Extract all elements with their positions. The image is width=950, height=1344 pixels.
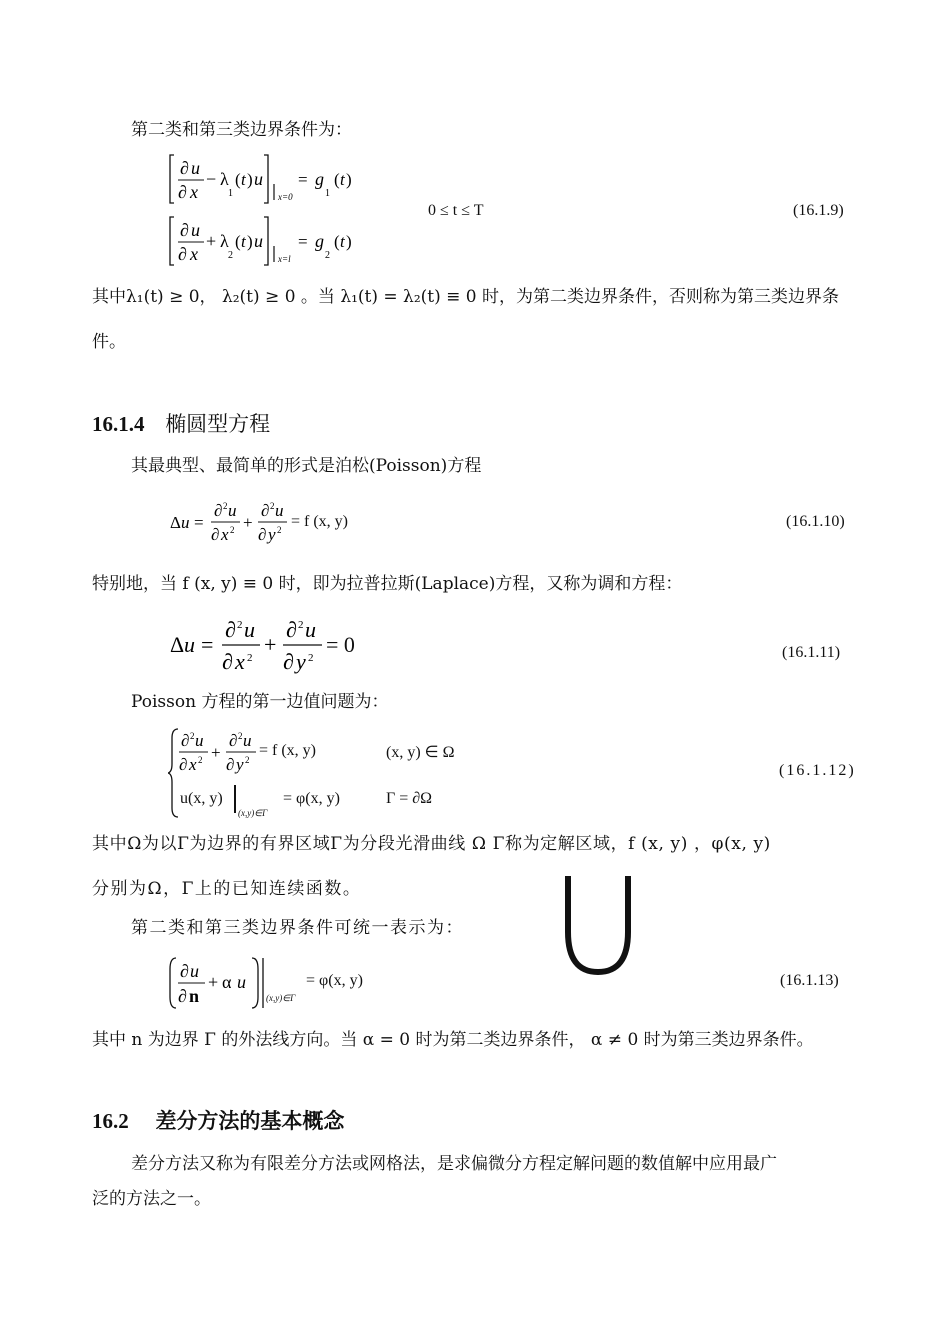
svg-text:x: x [235,649,245,674]
svg-text:u: u [181,513,190,532]
intro-text: 第二类和第三类边界条件为： [131,120,352,140]
svg-text:=: = [298,232,308,251]
svg-text:λ: λ [220,231,229,251]
svg-text:+: + [208,972,219,992]
svg-text:2: 2 [223,501,228,511]
svg-text:t: t [340,170,345,189]
svg-text:x=l: x=l [278,254,291,264]
svg-text:2: 2 [245,755,250,765]
svg-text:+: + [243,513,253,532]
section-title: 椭圆型方程 [165,412,271,436]
unified-boundary-intro: 第二类和第三类边界条件可统一表示为： [131,918,464,938]
section-number: 16.1.4 [92,412,145,436]
svg-text:λ: λ [220,169,229,189]
svg-text:(: ( [235,232,241,251]
section-heading-16-2 [92,1105,344,1135]
svg-text:(: ( [235,170,241,189]
svg-text:Δ: Δ [170,513,181,532]
svg-text:y: y [296,649,306,674]
svg-text:∂: ∂ [180,158,189,178]
svg-text:1: 1 [325,188,330,199]
svg-text:∂: ∂ [178,986,187,1006]
equation-16-1-10-rhs: = f (x, y) [291,513,349,530]
svg-text:u: u [228,501,237,520]
svg-text:u: u [195,731,204,750]
equation-16-1-13-sub: (x,y)∈Γ [266,993,296,1003]
equation-16-1-12-row2-domain: Γ = ∂Ω [386,790,433,807]
equation-16-1-9-row1-math [168,152,408,206]
svg-text:Δ: Δ [170,632,185,657]
svg-text:u: u [184,632,195,657]
first-bvp-intro: Poisson 方程的第一边值问题为： [131,692,389,712]
svg-text:): ) [346,170,352,189]
svg-text:+: + [206,231,217,251]
svg-text:2: 2 [230,525,235,535]
svg-text:∂: ∂ [258,525,267,544]
union-symbol [562,874,634,982]
svg-text:x=0: x=0 [278,192,293,202]
equation-16-1-10-number: (16.1.10) [786,513,845,530]
svg-text:(: ( [334,170,340,189]
svg-text:u: u [244,617,255,642]
svg-text:+: + [264,632,277,657]
svg-text:∂: ∂ [283,649,294,674]
svg-text:t: t [241,170,246,189]
svg-text:α: α [222,972,232,992]
svg-text:∂: ∂ [214,501,223,520]
svg-text:=: = [298,170,308,189]
svg-text:∂: ∂ [181,731,190,750]
section-heading-16-1-4 [92,408,270,438]
omega-paragraph-line1: 其中Ω为以Γ为边界的有界区域Γ为分段光滑曲线 Ω Γ称为定解区域，f (x, y) ，φ(x, y) [92,834,771,854]
svg-text:2: 2 [228,250,233,261]
svg-text:−: − [206,169,217,189]
svg-text:u: u [243,731,252,750]
svg-text:∂: ∂ [180,220,189,240]
section-title: 差分方法的基本概念 [155,1108,345,1133]
equation-16-1-9-number: (16.1.9) [793,202,844,219]
svg-text:2: 2 [270,501,275,511]
svg-text:): ) [247,232,253,251]
svg-text:2: 2 [237,619,243,631]
svg-text:u: u [275,501,284,520]
svg-text:+: + [211,743,221,762]
difference-paragraph-line2: 泛的方法之一。 [92,1189,211,1209]
svg-text:=: = [201,632,214,657]
lambda-paragraph-body: λ₁(t) ≥ 0， λ₂(t) ≥ 0 。当 λ₁(t) = λ₂(t) ≡ 0 时，为第二类边界条件，否则称为第三类边界条 [126,287,840,307]
svg-text:∂: ∂ [179,755,188,774]
svg-text:x: x [190,182,198,202]
svg-text:y: y [268,525,276,544]
equation-16-1-11 [170,614,340,684]
svg-text:u: u [191,220,200,240]
svg-text:u: u [254,169,263,189]
equation-16-1-11-number: (16.1.11) [782,644,841,661]
svg-text:∂: ∂ [222,649,233,674]
lambda-paragraph-prefix: 其中 [92,287,126,307]
equation-16-1-12-row2-sub: (x,y)∈Γ [238,808,268,818]
svg-text:2: 2 [190,731,195,741]
svg-text:(: ( [334,232,340,251]
svg-text:∂: ∂ [211,525,220,544]
svg-text:2: 2 [298,619,304,631]
svg-text:2: 2 [247,652,253,664]
svg-text:n: n [189,986,200,1006]
svg-text:=: = [194,513,204,532]
equation-16-1-13 [168,955,288,1015]
equation-16-1-12-number: (16.1.12) [779,762,856,779]
svg-text:y: y [236,755,244,774]
svg-text:2: 2 [277,525,282,535]
lambda-paragraph-line2: 件。 [92,332,126,352]
svg-text:x: x [221,525,229,544]
equation-16-1-12-row2-lhs: u(x, y) [180,790,223,807]
laplace-paragraph: 特别地，当 f (x, y) ≡ 0 时，即为拉普拉斯(Laplace)方程，又称为调和方程： [92,574,683,594]
svg-text:g: g [315,231,324,251]
svg-text:∂: ∂ [178,244,187,264]
svg-text:1: 1 [228,188,233,199]
svg-text:u: u [254,231,263,251]
svg-text:u: u [191,158,200,178]
equation-16-1-13-number: (16.1.13) [780,972,839,989]
lambda-paragraph-line1 [92,287,839,307]
equation-16-1-13-rhs: = φ(x, y) [306,972,363,989]
equation-16-1-12-row2-rhs: = φ(x, y) [283,790,340,807]
svg-text:2: 2 [308,652,314,664]
svg-text:u: u [305,617,316,642]
equation-16-1-9-condition: 0 ≤ t ≤ T [428,202,484,219]
poisson-intro-text: 其最典型、最简单的形式是泊松(Poisson)方程 [131,456,482,476]
svg-text:∂: ∂ [261,501,270,520]
normal-direction-paragraph: 其中 n 为边界 Γ 的外法线方向。当 α = 0 时为第二类边界条件， α ≠ 0 时为第三类边界条件。 [92,1030,814,1050]
svg-text:∂: ∂ [180,961,189,981]
equation-16-1-12-row1-rhs: = f (x, y) [259,742,317,759]
svg-text:t: t [340,232,345,251]
equation-16-1-12 [168,726,288,824]
svg-text:x: x [190,244,198,264]
svg-text:∂: ∂ [286,617,297,642]
union-symbol-graphic [562,874,634,978]
svg-text:): ) [346,232,352,251]
svg-text:): ) [247,170,253,189]
svg-text:∂: ∂ [229,731,238,750]
section-number: 16.2 [92,1109,129,1133]
equation-16-1-9-row1 [168,152,408,210]
svg-text:x: x [189,755,197,774]
equation-16-1-9-row2 [168,214,408,272]
svg-text:2: 2 [238,731,243,741]
equation-16-1-9-row2-math [168,214,408,268]
omega-paragraph-line2: 分别为Ω，Γ上的已知连续函数。 [92,879,362,899]
svg-text:u: u [237,972,246,992]
evaluation-bar [234,785,236,813]
difference-paragraph-line1: 差分方法又称为有限差分方法或网格法，是求偏微分方程定解问题的数值解中应用最广 [131,1154,777,1174]
svg-text:∂: ∂ [225,617,236,642]
equation-16-1-11-rhs: = 0 [326,632,355,657]
equation-16-1-12-row1-domain: (x, y) ∈ Ω [386,744,455,761]
equation-16-1-11-math [170,614,340,680]
svg-text:t: t [241,232,246,251]
svg-text:2: 2 [325,250,330,261]
svg-text:g: g [315,169,324,189]
svg-text:2: 2 [198,755,203,765]
svg-text:∂: ∂ [226,755,235,774]
svg-text:u: u [190,961,199,981]
svg-text:∂: ∂ [178,182,187,202]
